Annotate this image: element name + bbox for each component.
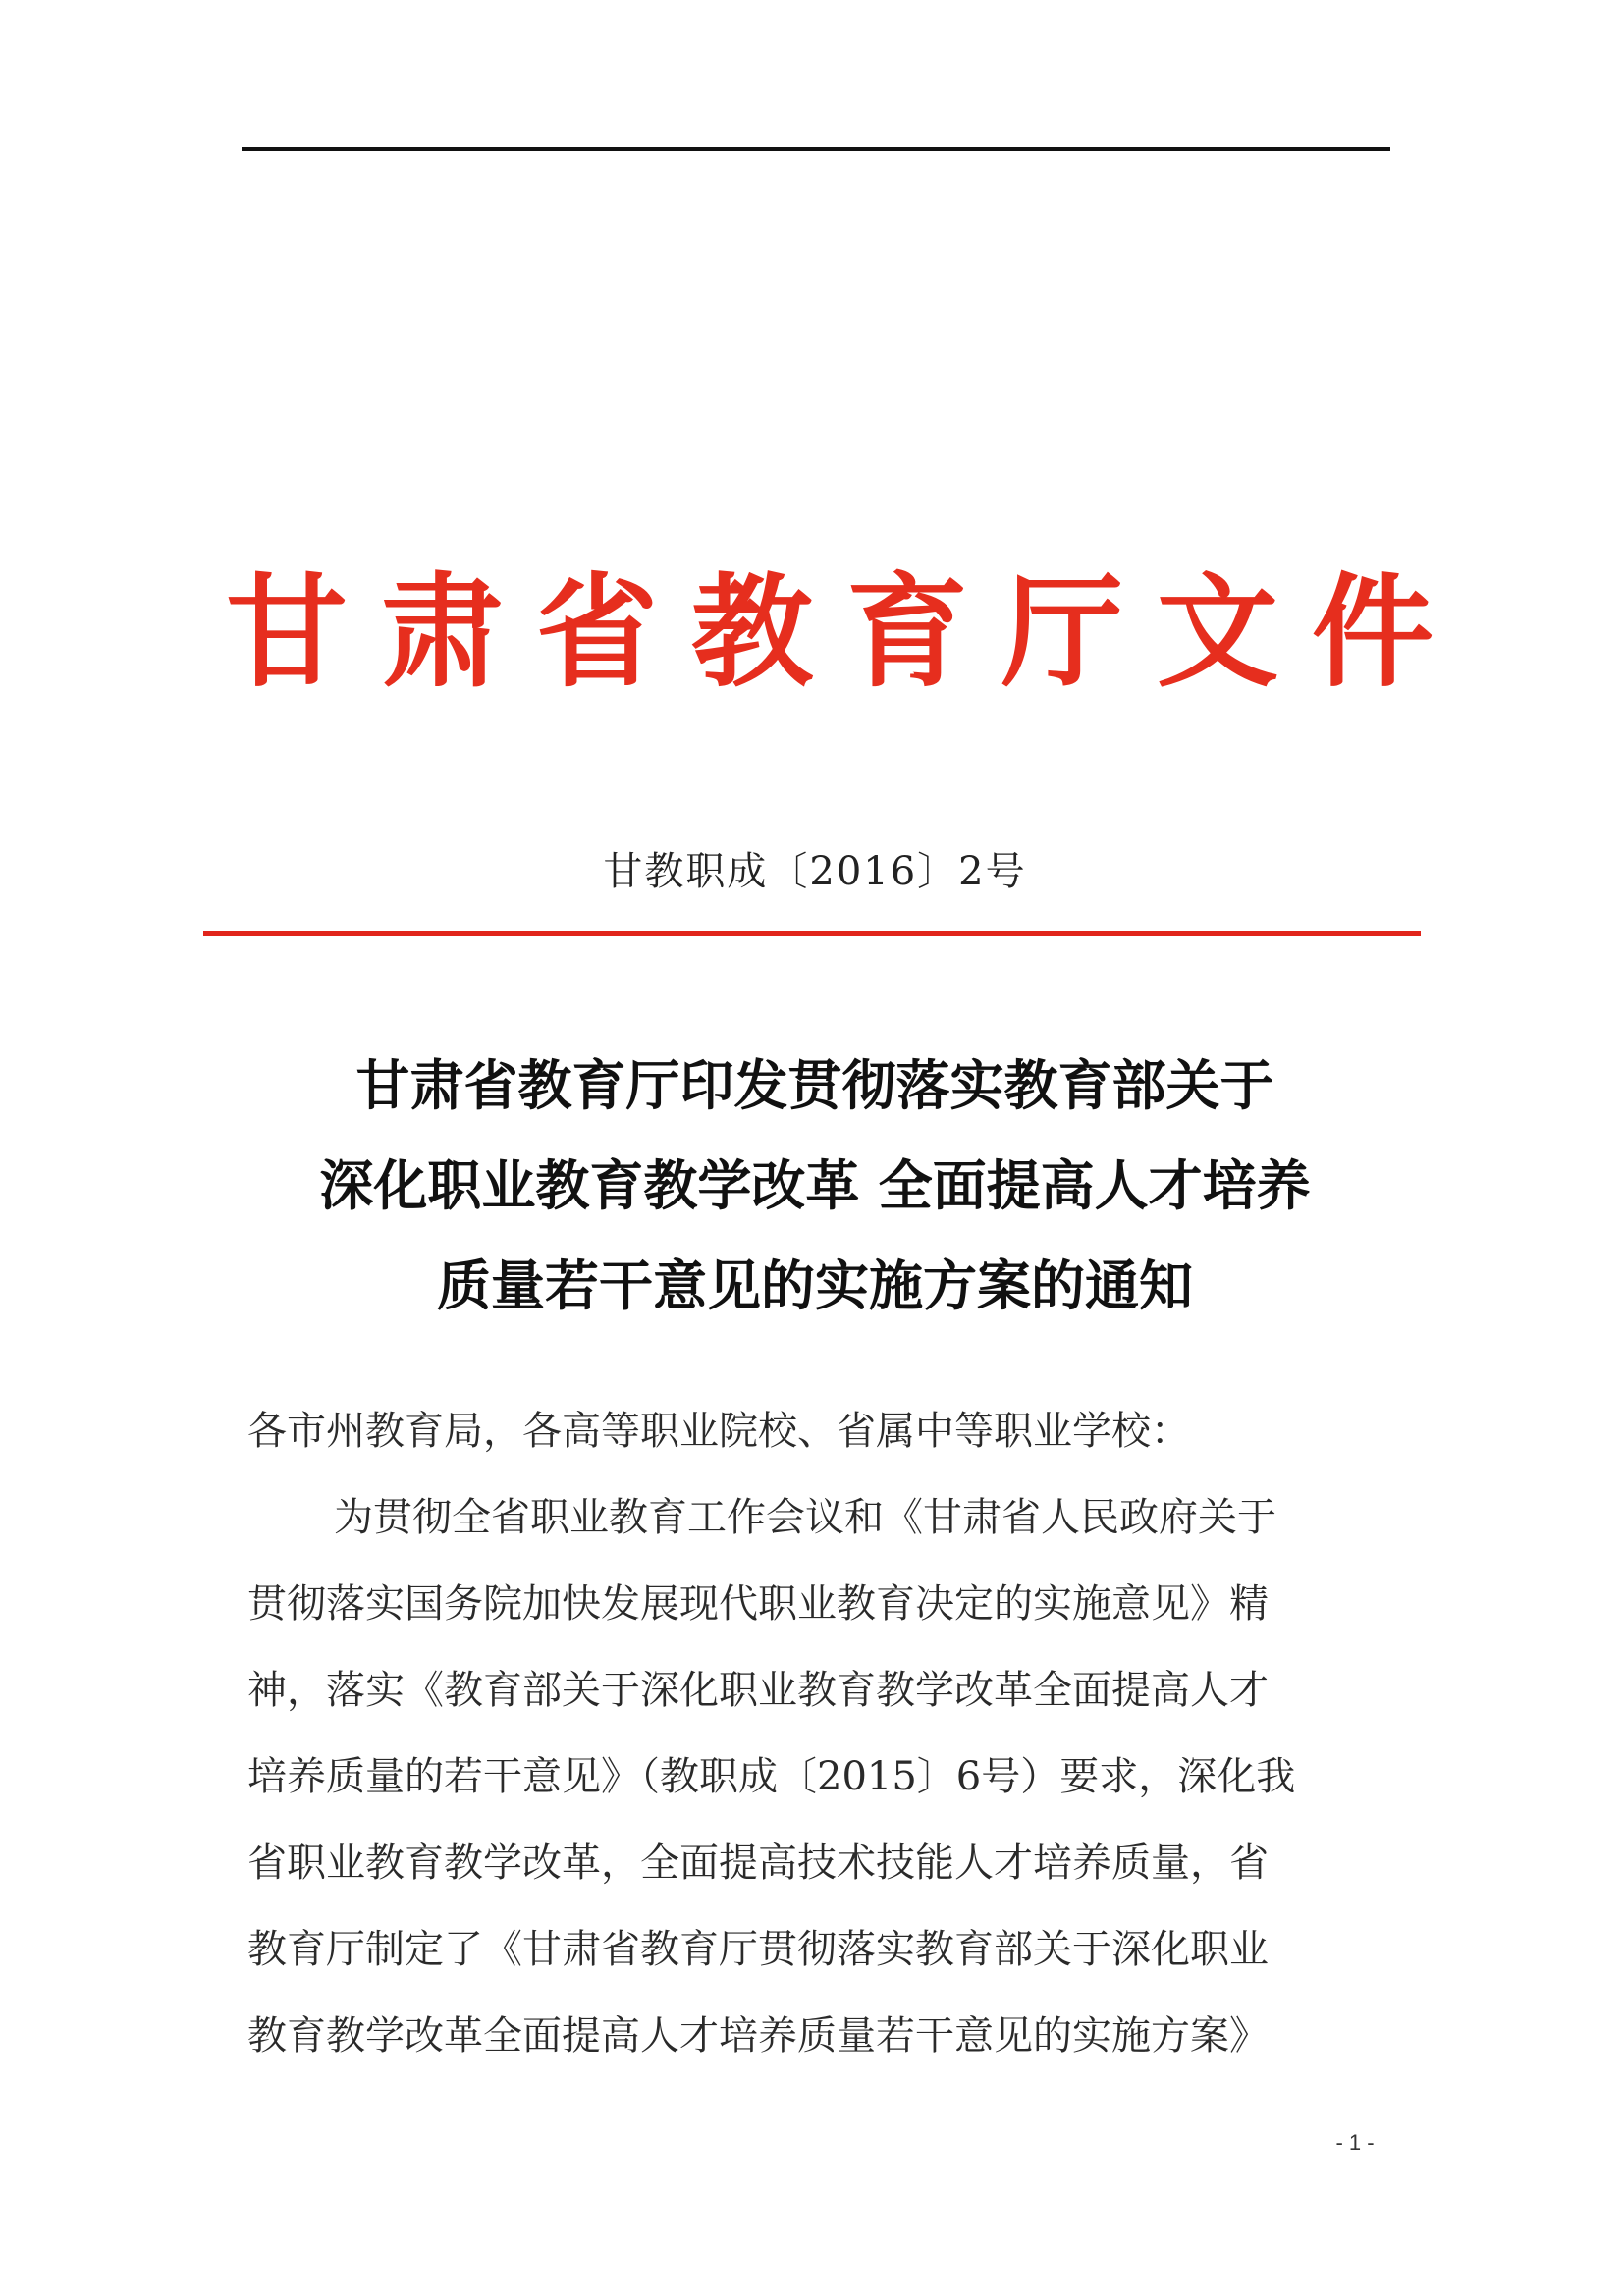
masthead-title: 甘肃省教育厅文件	[226, 561, 1468, 704]
body-line-3: 神，落实《教育部关于深化职业教育教学改革全面提高人才	[247, 1668, 1269, 1713]
document-title	[177, 1036, 1453, 1336]
title-line-1: 甘肃省教育厅印发贯彻落实教育部关于	[355, 1053, 1274, 1117]
top-divider	[242, 147, 1390, 151]
red-divider	[203, 931, 1421, 936]
body-line-5: 省职业教育教学改革，全面提高技术技能人才培养质量，省	[247, 1841, 1269, 1886]
body-line-6: 教育厅制定了《甘肃省教育厅贯彻落实教育部关于深化职业	[247, 1927, 1269, 1972]
document-body	[247, 1388, 1386, 2079]
page-number: - 1 -	[1335, 2130, 1375, 2155]
title-line-2: 深化职业教育教学改革 全面提高人才培养	[319, 1153, 1311, 1217]
title-line-3: 质量若干意见的实施方案的通知	[436, 1254, 1193, 1317]
body-line-7: 教育教学改革全面提高人才培养质量若干意见的实施方案》	[247, 2013, 1269, 2058]
document-number: 甘教职成〔2016〕2号	[603, 849, 1027, 894]
body-line-4: 培养质量的若干意见》（教职成〔2015〕6号）要求，深化我	[247, 1754, 1296, 1799]
addressee-line: 各市州教育局，各高等职业院校、省属中等职业学校：	[247, 1409, 1190, 1454]
body-line-2: 贯彻落实国务院加快发展现代职业教育决定的实施意见》精	[247, 1581, 1269, 1627]
body-line-1: 为贯彻全省职业教育工作会议和《甘肃省人民政府关于	[334, 1495, 1276, 1540]
